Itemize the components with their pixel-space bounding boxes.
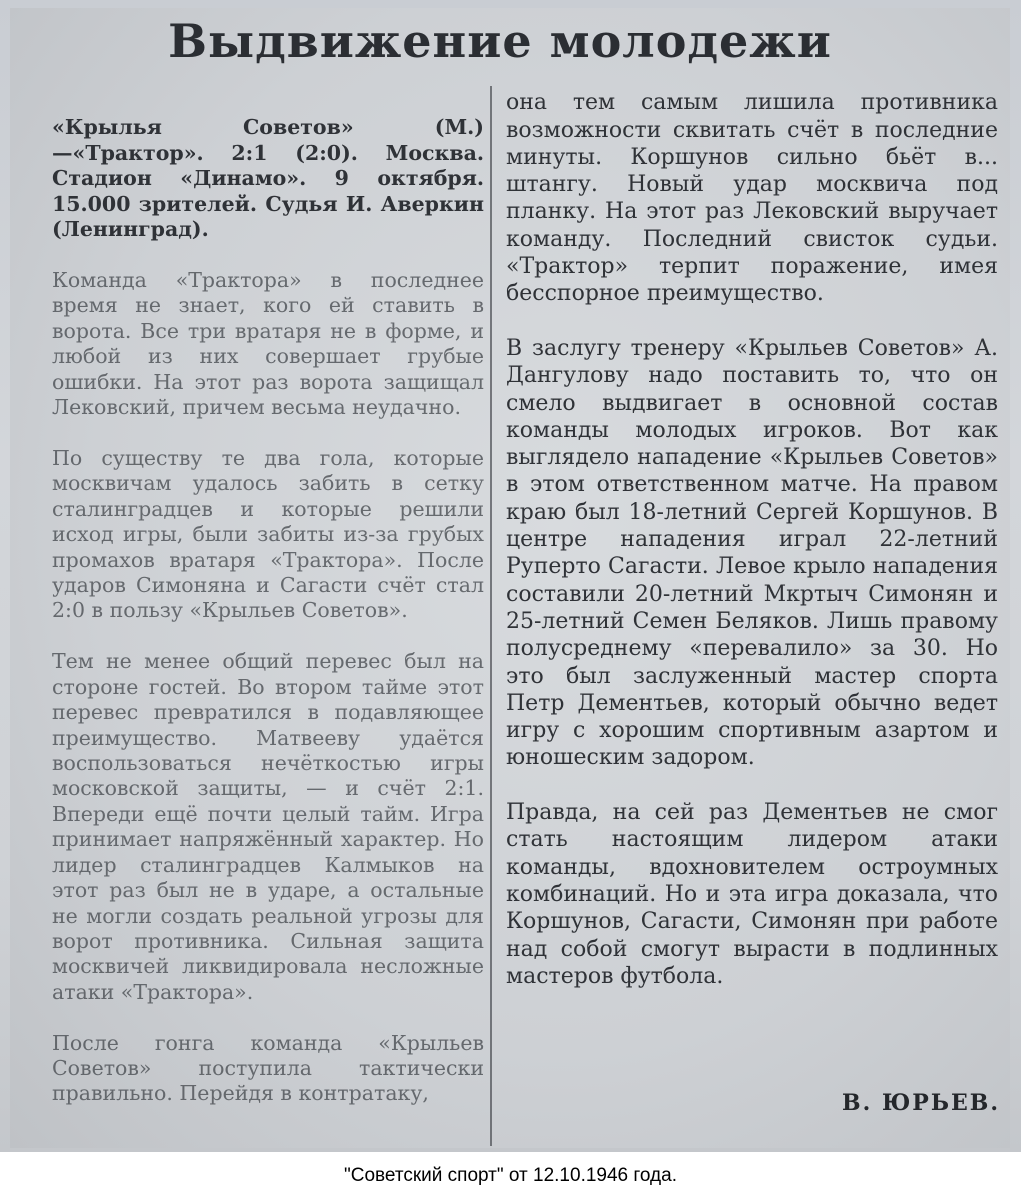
column-divider — [490, 86, 492, 1146]
left-column — [52, 90, 484, 1132]
right-column — [506, 62, 998, 1017]
left-paragraph: Команда «Трактора» в последнее время не знает, кого ей ставить в ворота. Все три вратаря не в форме, и любой из них совершает грубые ошибки. На этот раз ворота защищал Лековский, причем весьма неудачно. — [52, 267, 484, 420]
article-headline: Выдвижение молодежи — [168, 14, 832, 68]
right-paragraph: Правда, на сей раз Дементьев не смог стать настоящим лидером атаки команды, вдохновителем остроумных комбинаций. Но и эта игра доказала, что Коршунов, Сагасти, Симонян при работе над собой смогут вырасти в подлинных мастеров футбола. — [506, 800, 998, 989]
left-paragraph: После гонга команда «Крыльев Советов» поступила тактически правильно. Перейдя в контратаку, — [52, 1030, 484, 1106]
photo-caption: "Советский спорт" от 12.10.1946 года. — [344, 1165, 677, 1186]
left-paragraph: Тем не менее общий перевес был на стороне гостей. Во втором тайме этот перевес превратился в подавляющее преимущество. Матвееву удаётся воспользоваться нечёткостью игры московской защиты, — и счёт 2:1. Впереди ещё почти целый тайм. Игра принимает напряжённый характер. Но лидер сталинградцев Калмыков на этот раз был не в ударе, а остальные не могли создать реальной угрозы для ворот противника. Сильная защита москвичей ликвидировала несложные атаки «Трактора». — [52, 649, 484, 1004]
match-info-lead: «Крылья Советов» (М.)—«Трактор». 2:1 (2:0). Москва. Стадион «Динамо». 9 октября. 15.000 зрителей. Судья И. Аверкин (Ленинград). — [52, 115, 484, 242]
right-paragraph: В заслугу тренеру «Крыльев Советов» А. Дангулову надо поставить то, что он смело выдвигает в основной состав команды молодых игроков. Вот как выглядело нападение «Крыльев Советов» в этом ответственном матче. На правом краю был 18-летний Сергей Коршунов. В центре нападения играл 22-летний Руперто Сагасти. Левое крыло нападения составили 20-летний Мкртыч Симонян и 25-летний Семен Беляков. Лишь правому полусреднему «перевалило» за 30. Но это был заслуженный мастер спорта Петр Дементьев, который обычно ведет игру с хорошим спортивным азартом и юношеским задором. — [506, 335, 998, 771]
right-paragraph: она тем самым лишила противника возможности сквитать счёт в последние минуты. Коршунов сильно бьёт в... штангу. Новый удар москвича под планку. На этот раз Лековский выручает команду. Последний свисток судьи. «Трактор» терпит поражение, имея бесспорное преимущество. — [506, 90, 998, 307]
author-signature: В. ЮРЬЕВ. — [842, 1090, 1000, 1116]
left-paragraph: По существу те два гола, которые москвичам удалось забить в сетку сталинградцев и которые решили исход игры, были забиты из-за грубых промахов вратаря «Трактора». После ударов Симоняна и Сагасти счёт стал 2:0 в пользу «Крыльев Советов». — [52, 445, 484, 623]
